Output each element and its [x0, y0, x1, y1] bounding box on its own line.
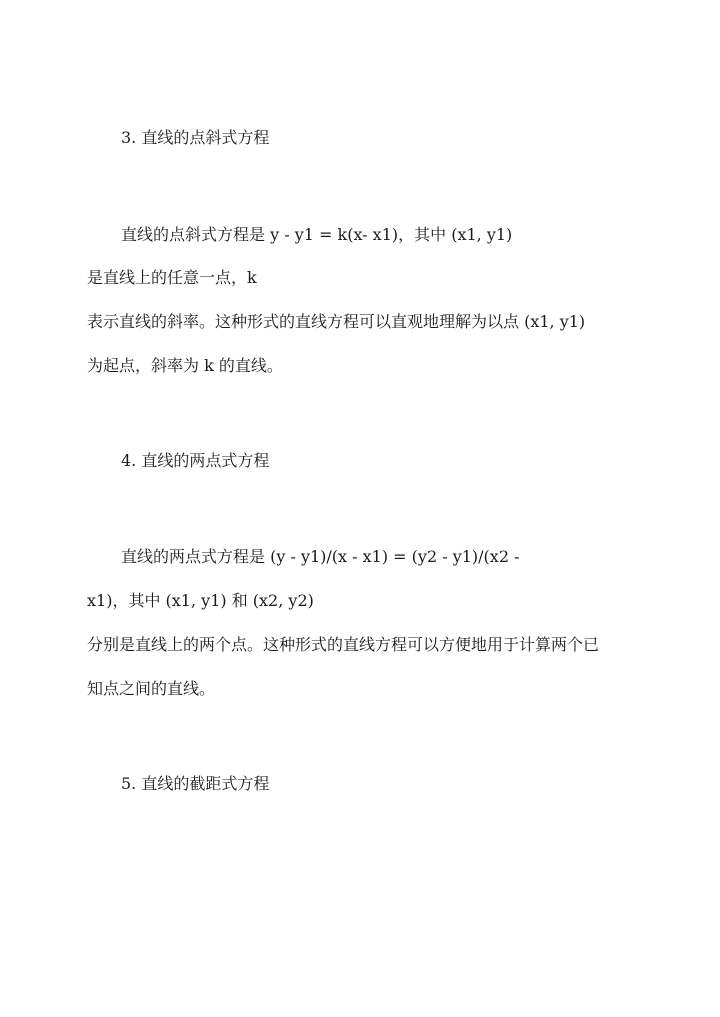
paragraph-line: 直线的两点式方程是 (y - y1)/(x - x1) = (y2 - y1)/(x2 - [121, 547, 520, 566]
paragraph-line: 知点之间的直线。 [87, 679, 216, 698]
paragraph-line: 分别是直线上的两个点。这种形式的直线方程可以方便地用于计算两个已 [87, 635, 600, 654]
paragraph-line: 直线的点斜式方程是 y - y1 = k(x- x1)，其中 (x1, y1) [121, 225, 513, 244]
section-heading-5: 5. 直线的截距式方程 [121, 774, 270, 793]
section-heading-4: 4. 直线的两点式方程 [121, 451, 270, 470]
paragraph-line: 表示直线的斜率。这种形式的直线方程可以直观地理解为以点 (x1, y1) [87, 312, 586, 331]
paragraph-line: x1)，其中 (x1, y1) 和 (x2, y2) [87, 591, 314, 610]
paragraph-line: 为起点，斜率为 k 的直线。 [87, 356, 283, 375]
paragraph-line: 是直线上的任意一点，k [87, 268, 257, 287]
section-heading-3: 3. 直线的点斜式方程 [121, 128, 270, 147]
